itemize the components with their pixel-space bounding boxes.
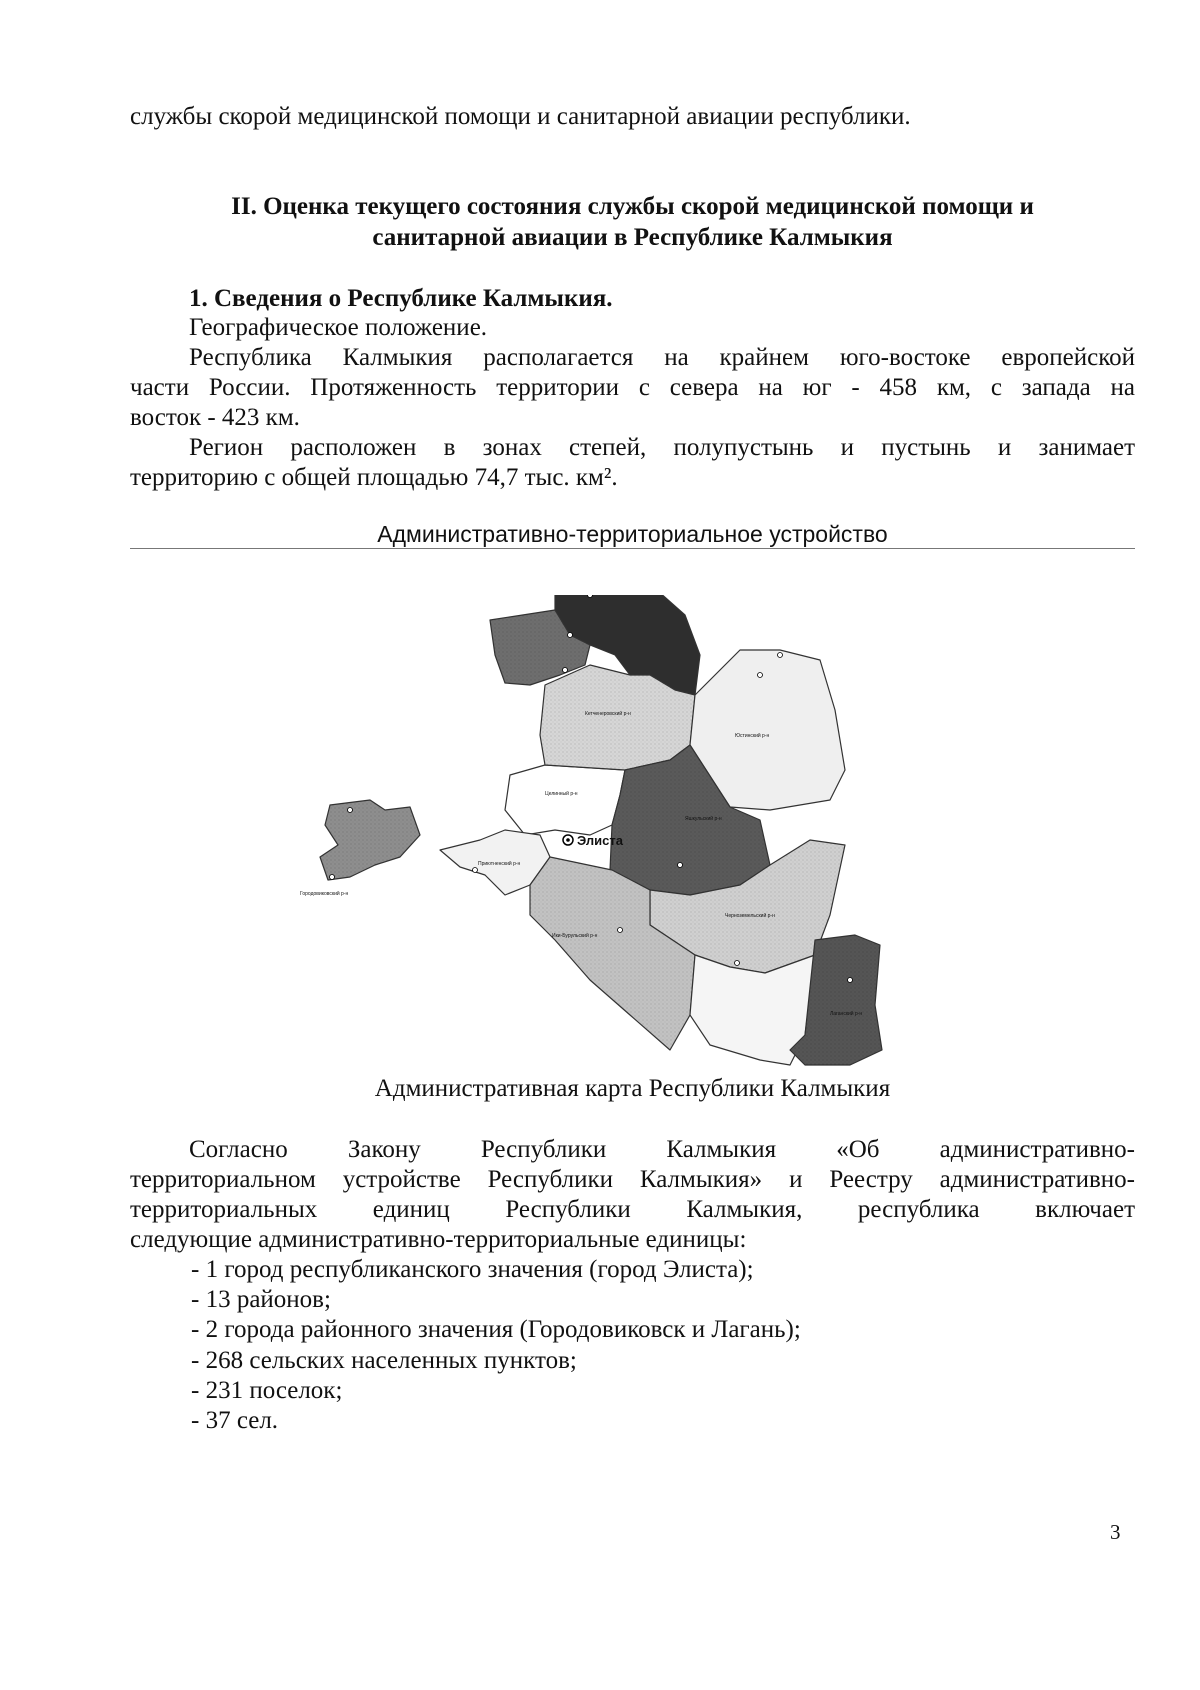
- list-item: - 37 сел.: [191, 1407, 279, 1434]
- label-lagan: Лаганский р-н: [830, 1011, 863, 1017]
- list-item: - 231 поселок;: [191, 1377, 343, 1404]
- geo-paragraph-line2: части России. Протяженность территории с севера на юг - 458 км, с запада на: [130, 374, 1135, 401]
- region-paragraph-line2: территорию с общей площадью 74,7 тыс. км².: [130, 464, 618, 491]
- map-heading-rule: [130, 548, 1135, 549]
- capital-label: Элиста: [577, 833, 624, 848]
- label-gorodovikovsky: Городовиковский р-н: [300, 891, 349, 897]
- administrative-map: [290, 595, 910, 1085]
- geo-paragraph-line3: восток - 423 км.: [130, 404, 300, 431]
- law-paragraph-line1: Согласно Закону Республики Калмыкия «Об административно-: [189, 1136, 1135, 1163]
- label-yustinsky: Юстинский р-н: [735, 733, 770, 739]
- label-ketchenerovsky: Кетченеровский р-н: [585, 711, 631, 717]
- label-yashkul: Яшкульский р-н: [685, 816, 722, 822]
- label-tselinny: Целинный р-н: [545, 791, 578, 797]
- geo-paragraph-line1: Республика Калмыкия располагается на крайнем юго-востоке европейской: [189, 344, 1135, 371]
- lead-line: службы скорой медицинской помощи и санитарной авиации республики.: [130, 103, 911, 130]
- list-item: - 268 сельских населенных пунктов;: [191, 1347, 577, 1374]
- list-item: - 2 города районного значения (Городовиковск и Лагань);: [191, 1316, 801, 1343]
- geo-heading: Географическое положение.: [189, 314, 488, 341]
- subsection-title: 1. Сведения о Республике Калмыкия.: [189, 285, 613, 312]
- list-item: - 13 районов;: [191, 1286, 331, 1313]
- label-priyutnensky: Приютненский р-н: [478, 861, 521, 867]
- map-caption: Административная карта Республики Калмыкия: [374, 1075, 891, 1102]
- law-paragraph-line3: территориальных единиц Республики Калмыкия, республика включает: [130, 1196, 1135, 1223]
- label-iki-burul: Ики-Бурульский р-н: [552, 933, 598, 939]
- region-tselinny: [505, 765, 625, 835]
- region-paragraph-line1: Регион расположен в зонах степей, полупустынь и пустынь и занимает: [189, 434, 1135, 461]
- section-title-line1: II. Оценка текущего состояния службы скорой медицинской помощи и: [231, 193, 1034, 220]
- label-chernozemelsky: Черноземельский р-н: [725, 913, 775, 919]
- list-item: - 1 город республиканского значения (город Элиста);: [191, 1256, 754, 1283]
- law-paragraph-line2: территориальном устройстве Республики Калмыкия» и Реестру административно-: [130, 1166, 1135, 1193]
- page-number: 3: [1110, 1520, 1121, 1544]
- section-title-line2: санитарной авиации в Республике Калмыкия: [372, 224, 893, 251]
- map-heading: Административно-территориальное устройство: [377, 521, 888, 547]
- law-paragraph-line4: следующие административно-территориальные единицы:: [130, 1226, 747, 1253]
